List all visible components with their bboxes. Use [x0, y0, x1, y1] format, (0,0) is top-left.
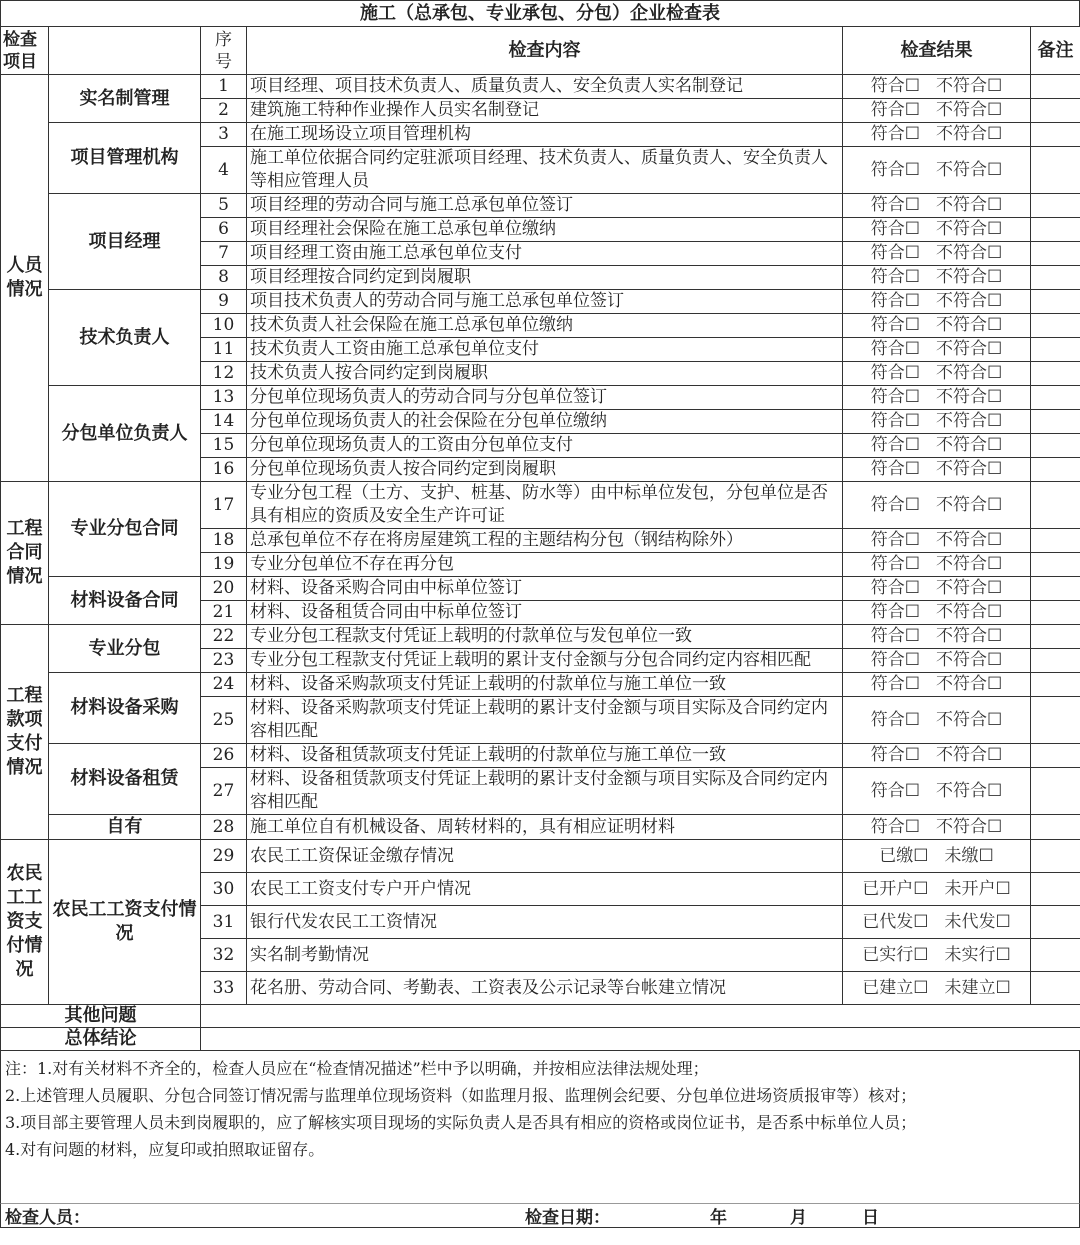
header-blank	[49, 27, 201, 75]
item-content: 专业分包工程（土方、支护、桩基、防水等）由中标单位发包，分包单位是否具有相应的资质及安全生产许可证	[247, 482, 843, 529]
result-option-yes-checkbox[interactable]: 符合☐	[870, 602, 920, 622]
remark-cell[interactable]	[1031, 123, 1080, 147]
item-content: 专业分包工程款支付凭证上载明的付款单位与发包单位一致	[247, 625, 843, 649]
result-cell	[843, 553, 1031, 577]
subgroup-cell: 项目经理	[49, 194, 201, 290]
result-option-yes-checkbox[interactable]: 符合☐	[870, 494, 920, 515]
table-row	[1, 577, 1080, 601]
result-option-yes-checkbox[interactable]: 符合☐	[870, 363, 920, 383]
item-content: 项目经理、项目技术负责人、质量负责人、安全负责人实名制登记	[247, 75, 843, 99]
result-option-no-checkbox[interactable]: 不符合☐	[936, 650, 1003, 670]
item-number: 13	[201, 386, 247, 410]
item-content: 技术负责人按合同约定到岗履职	[247, 362, 843, 386]
item-number: 9	[201, 290, 247, 314]
result-cell	[843, 673, 1031, 697]
remark-cell[interactable]	[1031, 266, 1080, 290]
subgroup-cell: 材料设备合同	[49, 577, 201, 625]
item-content: 专业分包单位不存在再分包	[247, 553, 843, 577]
remark-cell[interactable]	[1031, 744, 1080, 768]
result-cell	[843, 744, 1031, 768]
remark-cell[interactable]	[1031, 147, 1080, 194]
inspector-label: 检查人员：	[5, 1208, 90, 1228]
result-cell	[843, 99, 1031, 123]
result-option-no-checkbox[interactable]: 不符合☐	[936, 387, 1003, 407]
result-option-no-checkbox[interactable]: 不符合☐	[936, 745, 1003, 765]
result-cell	[843, 649, 1031, 673]
result-cell	[843, 625, 1031, 649]
result-option-yes-checkbox[interactable]: 符合☐	[870, 554, 920, 574]
result-option-yes-checkbox[interactable]: 符合☐	[870, 816, 920, 837]
result-option-yes-checkbox[interactable]: 符合☐	[870, 411, 920, 431]
remark-cell[interactable]	[1031, 625, 1080, 649]
item-number: 17	[201, 482, 247, 529]
category-cell: 工程款项支付情况	[1, 625, 49, 840]
result-option-no-checkbox[interactable]: 不符合☐	[936, 494, 1003, 515]
date-label: 检查日期：	[525, 1208, 610, 1228]
remark-cell[interactable]	[1031, 362, 1080, 386]
result-option-yes-checkbox[interactable]: 符合☐	[870, 267, 920, 287]
item-content: 专业分包工程款支付凭证上载明的累计支付金额与分包合同约定内容相匹配	[247, 649, 843, 673]
item-content: 项目经理按合同约定到岗履职	[247, 266, 843, 290]
table-row	[1, 840, 1080, 873]
result-option-no-checkbox[interactable]: 不符合☐	[936, 315, 1003, 335]
result-option-yes-checkbox[interactable]: 符合☐	[870, 530, 920, 550]
item-number: 21	[201, 601, 247, 625]
conclusion-label: 总体结论	[1, 1028, 201, 1051]
item-number: 15	[201, 434, 247, 458]
subgroup-cell: 材料设备租赁	[49, 744, 201, 815]
item-content: 技术负责人工资由施工总承包单位支付	[247, 338, 843, 362]
item-number: 28	[201, 815, 247, 840]
result-option-yes-checkbox[interactable]: 符合☐	[870, 219, 920, 239]
result-option-yes-checkbox[interactable]: 符合☐	[870, 745, 920, 765]
remark-cell[interactable]	[1031, 314, 1080, 338]
header-remark: 备注	[1031, 27, 1080, 75]
result-option-no-checkbox[interactable]: 未实行☐	[944, 944, 1011, 965]
result-cell	[843, 194, 1031, 218]
result-option-no-checkbox[interactable]: 不符合☐	[936, 530, 1003, 550]
result-option-no-checkbox[interactable]: 不符合☐	[936, 411, 1003, 431]
item-content: 技术负责人社会保险在施工总承包单位缴纳	[247, 314, 843, 338]
result-option-no-checkbox[interactable]: 不符合☐	[936, 363, 1003, 383]
result-option-no-checkbox[interactable]: 不符合☐	[936, 578, 1003, 598]
remark-cell[interactable]	[1031, 972, 1080, 1005]
notes	[0, 1051, 1080, 1203]
result-cell	[843, 873, 1031, 906]
result-option-yes-checkbox[interactable]: 符合☐	[870, 626, 920, 646]
result-cell	[843, 266, 1031, 290]
remark-cell[interactable]	[1031, 529, 1080, 553]
table-row	[1, 482, 1080, 529]
remark-cell[interactable]	[1031, 338, 1080, 362]
remark-cell[interactable]	[1031, 768, 1080, 815]
item-content: 农民工工资保证金缴存情况	[247, 840, 843, 873]
result-option-no-checkbox[interactable]: 不符合☐	[936, 674, 1003, 694]
subgroup-cell: 自有	[49, 815, 201, 840]
result-cell	[843, 815, 1031, 840]
result-option-yes-checkbox[interactable]: 符合☐	[870, 387, 920, 407]
result-cell	[843, 147, 1031, 194]
table-row	[1, 386, 1080, 410]
item-number: 1	[201, 75, 247, 99]
item-content: 分包单位现场负责人的工资由分包单位支付	[247, 434, 843, 458]
item-content: 施工单位依据合同约定驻派项目经理、技术负责人、质量负责人、安全负责人等相应管理人员	[247, 147, 843, 194]
remark-cell[interactable]	[1031, 410, 1080, 434]
remark-cell[interactable]	[1031, 873, 1080, 906]
category-cell: 工程合同情况	[1, 482, 49, 625]
result-cell	[843, 314, 1031, 338]
result-option-no-checkbox[interactable]: 不符合☐	[936, 339, 1003, 359]
table-row	[1, 744, 1080, 768]
item-number: 20	[201, 577, 247, 601]
result-option-no-checkbox[interactable]: 未缴☐	[944, 845, 994, 866]
result-option-no-checkbox[interactable]: 不符合☐	[936, 459, 1003, 479]
inspection-table	[0, 26, 1080, 1051]
item-number: 7	[201, 242, 247, 266]
result-option-yes-checkbox[interactable]: 符合☐	[870, 435, 920, 455]
result-option-no-checkbox[interactable]: 不符合☐	[936, 100, 1003, 120]
result-cell	[843, 410, 1031, 434]
item-number: 12	[201, 362, 247, 386]
result-option-yes-checkbox[interactable]: 已缴☐	[879, 845, 929, 866]
item-content: 分包单位现场负责人的劳动合同与分包单位签订	[247, 386, 843, 410]
remark-cell[interactable]	[1031, 649, 1080, 673]
item-content: 材料、设备采购款项支付凭证上载明的累计支付金额与项目实际及合同约定内容相匹配	[247, 697, 843, 744]
result-option-no-checkbox[interactable]: 不符合☐	[936, 243, 1003, 263]
remark-cell[interactable]	[1031, 697, 1080, 744]
item-number: 10	[201, 314, 247, 338]
item-number: 14	[201, 410, 247, 434]
month-label: 月	[790, 1208, 807, 1228]
item-number: 6	[201, 218, 247, 242]
item-content: 总承包单位不存在将房屋建筑工程的主题结构分包（钢结构除外）	[247, 529, 843, 553]
item-number: 26	[201, 744, 247, 768]
table-row	[1, 75, 1080, 99]
result-option-yes-checkbox[interactable]: 符合☐	[870, 339, 920, 359]
item-content: 实名制考勤情况	[247, 939, 843, 972]
result-option-yes-checkbox[interactable]: 符合☐	[870, 76, 920, 96]
result-option-no-checkbox[interactable]: 不符合☐	[936, 124, 1003, 144]
result-option-yes-checkbox[interactable]: 符合☐	[870, 195, 920, 215]
result-option-yes-checkbox[interactable]: 符合☐	[870, 650, 920, 670]
remark-cell[interactable]	[1031, 194, 1080, 218]
result-option-no-checkbox[interactable]: 不符合☐	[936, 626, 1003, 646]
subgroup-cell: 实名制管理	[49, 75, 201, 123]
result-cell	[843, 434, 1031, 458]
item-content: 项目经理工资由施工总承包单位支付	[247, 242, 843, 266]
table-row	[1, 625, 1080, 649]
result-cell	[843, 290, 1031, 314]
result-cell	[843, 75, 1031, 99]
table-row	[1, 673, 1080, 697]
result-option-yes-checkbox[interactable]: 符合☐	[870, 291, 920, 311]
result-cell	[843, 386, 1031, 410]
remark-cell[interactable]	[1031, 553, 1080, 577]
result-cell	[843, 123, 1031, 147]
item-content: 施工单位自有机械设备、周转材料的，具有相应证明材料	[247, 815, 843, 840]
item-number: 18	[201, 529, 247, 553]
result-option-yes-checkbox[interactable]: 符合☐	[870, 124, 920, 144]
item-number: 27	[201, 768, 247, 815]
remark-cell[interactable]	[1031, 242, 1080, 266]
item-content: 分包单位现场负责人按合同约定到岗履职	[247, 458, 843, 482]
result-cell	[843, 697, 1031, 744]
result-option-no-checkbox[interactable]: 不符合☐	[936, 267, 1003, 287]
item-number: 31	[201, 906, 247, 939]
item-number: 5	[201, 194, 247, 218]
result-option-no-checkbox[interactable]: 不符合☐	[936, 219, 1003, 239]
item-number: 19	[201, 553, 247, 577]
remark-cell[interactable]	[1031, 290, 1080, 314]
remark-cell[interactable]	[1031, 939, 1080, 972]
note-1: 注：1.对有关材料不齐全的，检查人员应在“检查情况描述”栏中予以明确，并按相应法律法规处理；	[5, 1059, 709, 1078]
result-option-yes-checkbox[interactable]: 已实行☐	[862, 944, 929, 965]
table-row	[1, 815, 1080, 840]
item-content: 建筑施工特种作业操作人员实名制登记	[247, 99, 843, 123]
footer	[0, 1203, 1080, 1228]
result-option-no-checkbox[interactable]: 未建立☐	[944, 977, 1011, 998]
remark-cell[interactable]	[1031, 482, 1080, 529]
header-result: 检查结果	[843, 27, 1031, 75]
result-option-yes-checkbox[interactable]: 符合☐	[870, 243, 920, 263]
item-content: 材料、设备采购款项支付凭证上载明的付款单位与施工单位一致	[247, 673, 843, 697]
result-cell	[843, 458, 1031, 482]
result-cell	[843, 242, 1031, 266]
subgroup-cell: 农民工工资支付情况	[49, 840, 201, 1005]
header-content: 检查内容	[247, 27, 843, 75]
item-number: 22	[201, 625, 247, 649]
item-number: 33	[201, 972, 247, 1005]
item-content: 分包单位现场负责人的社会保险在分包单位缴纳	[247, 410, 843, 434]
result-cell	[843, 906, 1031, 939]
remark-cell[interactable]	[1031, 218, 1080, 242]
item-number: 24	[201, 673, 247, 697]
year-label: 年	[710, 1208, 727, 1228]
result-cell	[843, 529, 1031, 553]
result-option-yes-checkbox[interactable]: 符合☐	[870, 674, 920, 694]
result-option-no-checkbox[interactable]: 不符合☐	[936, 602, 1003, 622]
conclusion-field[interactable]	[201, 1028, 1080, 1051]
item-number: 29	[201, 840, 247, 873]
remark-cell[interactable]	[1031, 577, 1080, 601]
result-cell	[843, 939, 1031, 972]
item-number: 16	[201, 458, 247, 482]
result-option-yes-checkbox[interactable]: 已建立☐	[862, 977, 929, 998]
item-content: 花名册、劳动合同、考勤表、工资表及公示记录等台帐建立情况	[247, 972, 843, 1005]
table-row	[1, 194, 1080, 218]
conclusion-row	[1, 1028, 1080, 1051]
result-option-no-checkbox[interactable]: 未开户☐	[944, 878, 1011, 899]
result-cell	[843, 218, 1031, 242]
remark-cell[interactable]	[1031, 386, 1080, 410]
header-category: 检查项目	[1, 27, 49, 75]
remark-cell[interactable]	[1031, 458, 1080, 482]
item-number: 11	[201, 338, 247, 362]
result-option-no-checkbox[interactable]: 不符合☐	[936, 76, 1003, 96]
remark-cell[interactable]	[1031, 840, 1080, 873]
note-4: 4.对有问题的材料，应复印或拍照取证留存。	[5, 1140, 325, 1159]
note-3: 3.项目部主要管理人员未到岗履职的，应了解核实项目现场的实际负责人是否具有相应的资格或岗位证书，是否系中标单位人员；	[5, 1113, 917, 1132]
result-option-yes-checkbox[interactable]: 已开户☐	[862, 878, 929, 899]
remark-cell[interactable]	[1031, 673, 1080, 697]
day-label: 日	[862, 1208, 879, 1228]
result-option-yes-checkbox[interactable]: 符合☐	[870, 709, 920, 730]
header-row	[1, 27, 1080, 75]
result-option-yes-checkbox[interactable]: 符合☐	[870, 159, 920, 180]
remark-cell[interactable]	[1031, 99, 1080, 123]
remark-cell[interactable]	[1031, 434, 1080, 458]
remark-cell[interactable]	[1031, 75, 1080, 99]
result-option-yes-checkbox[interactable]: 符合☐	[870, 578, 920, 598]
item-content: 银行代发农民工工资情况	[247, 906, 843, 939]
result-cell	[843, 338, 1031, 362]
item-content: 项目技术负责人的劳动合同与施工总承包单位签订	[247, 290, 843, 314]
table-row	[1, 290, 1080, 314]
result-option-no-checkbox[interactable]: 不符合☐	[936, 554, 1003, 574]
result-cell	[843, 972, 1031, 1005]
item-content: 材料、设备租赁款项支付凭证上载明的累计支付金额与项目实际及合同约定内容相匹配	[247, 768, 843, 815]
result-option-no-checkbox[interactable]: 不符合☐	[936, 195, 1003, 215]
note-2: 2.上述管理人员履职、分包合同签订情况需与监理单位现场资料（如监理月报、监理例会纪要、分包单位进场资质报审等）核对；	[5, 1086, 917, 1105]
item-content: 材料、设备租赁款项支付凭证上载明的付款单位与施工单位一致	[247, 744, 843, 768]
result-option-no-checkbox[interactable]: 不符合☐	[936, 780, 1003, 801]
item-number: 25	[201, 697, 247, 744]
other-issues-field[interactable]	[201, 1005, 1080, 1028]
item-content: 项目经理社会保险在施工总承包单位缴纳	[247, 218, 843, 242]
result-option-no-checkbox[interactable]: 不符合☐	[936, 291, 1003, 311]
item-number: 3	[201, 123, 247, 147]
subgroup-cell: 项目管理机构	[49, 123, 201, 194]
subgroup-cell: 分包单位负责人	[49, 386, 201, 482]
result-cell	[843, 482, 1031, 529]
item-content: 材料、设备租赁合同由中标单位签订	[247, 601, 843, 625]
result-option-yes-checkbox[interactable]: 符合☐	[870, 315, 920, 335]
subgroup-cell: 技术负责人	[49, 290, 201, 386]
result-cell	[843, 577, 1031, 601]
category-cell: 人员情况	[1, 75, 49, 482]
remark-cell[interactable]	[1031, 601, 1080, 625]
other-issues-row	[1, 1005, 1080, 1028]
item-number: 4	[201, 147, 247, 194]
item-number: 2	[201, 99, 247, 123]
item-number: 23	[201, 649, 247, 673]
result-option-yes-checkbox[interactable]: 已代发☐	[862, 911, 929, 932]
result-option-no-checkbox[interactable]: 不符合☐	[936, 159, 1003, 180]
result-option-yes-checkbox[interactable]: 符合☐	[870, 780, 920, 801]
result-option-no-checkbox[interactable]: 未代发☐	[944, 911, 1011, 932]
subgroup-cell: 专业分包合同	[49, 482, 201, 577]
result-cell	[843, 601, 1031, 625]
remark-cell[interactable]	[1031, 906, 1080, 939]
result-cell	[843, 840, 1031, 873]
header-no: 序号	[201, 27, 247, 75]
item-number: 30	[201, 873, 247, 906]
result-option-yes-checkbox[interactable]: 符合☐	[870, 100, 920, 120]
result-cell	[843, 768, 1031, 815]
category-cell: 农民工工资支付情况	[1, 840, 49, 1005]
subgroup-cell: 专业分包	[49, 625, 201, 673]
other-issues-label: 其他问题	[1, 1005, 201, 1028]
result-option-yes-checkbox[interactable]: 符合☐	[870, 459, 920, 479]
result-cell	[843, 362, 1031, 386]
result-option-no-checkbox[interactable]: 不符合☐	[936, 709, 1003, 730]
result-option-no-checkbox[interactable]: 不符合☐	[936, 435, 1003, 455]
item-content: 农民工工资支付专户开户情况	[247, 873, 843, 906]
item-number: 8	[201, 266, 247, 290]
item-content: 项目经理的劳动合同与施工总承包单位签订	[247, 194, 843, 218]
item-number: 32	[201, 939, 247, 972]
item-content: 在施工现场设立项目管理机构	[247, 123, 843, 147]
result-option-no-checkbox[interactable]: 不符合☐	[936, 816, 1003, 837]
remark-cell[interactable]	[1031, 815, 1080, 840]
sheet-title: 施工（总承包、专业承包、分包）企业检查表	[0, 1, 1080, 26]
table-row	[1, 123, 1080, 147]
subgroup-cell: 材料设备采购	[49, 673, 201, 744]
item-content: 材料、设备采购合同由中标单位签订	[247, 577, 843, 601]
